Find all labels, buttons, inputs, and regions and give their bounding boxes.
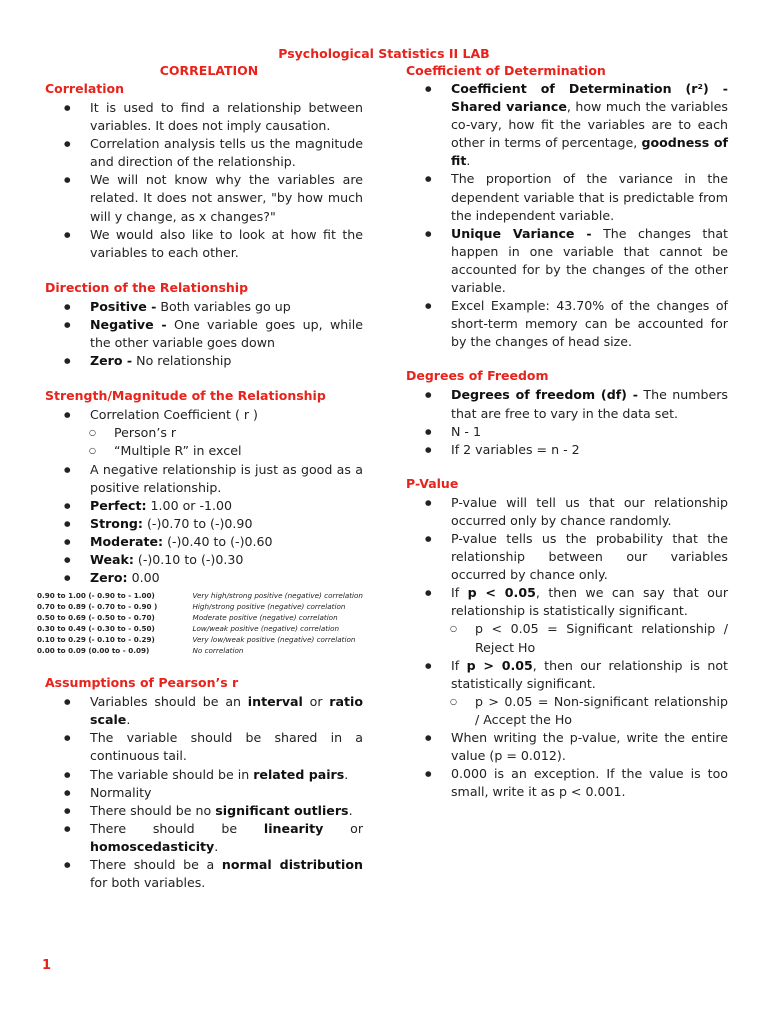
list-item: ● The proportion of the variance in the dependent variable that is predictable from the independent variable. [406,170,728,224]
strength-heading: Strength/Magnitude of the Relationship [45,388,326,404]
list-item: ● The variable should be shared in a continuous tail. [45,729,363,765]
list-item: ● Zero: 0.00 [45,569,363,587]
list-item: ● We will not know why the variables are related. It does not answer, "by how much will y change, as x changes?" [45,171,363,225]
list-item: ● There should be linearity or homoscedasticity. [45,820,363,856]
table-row: 0.10 to 0.29 (- 0.10 to - 0.29) Very low/weak positive (negative) correlation [37,635,356,645]
list-item: ● N - 1 [406,423,728,441]
list-item: ● Degrees of freedom (df) - The numbers that are free to vary in the data set. [406,386,728,422]
list-item: ● It is used to find a relationship between variables. It does not imply causation. [45,99,363,135]
list-item: ● Correlation Coefficient ( r ) [45,406,363,424]
sub-list-item: ○ Person’s r [45,424,363,442]
list-item: ● Zero - No relationship [45,352,363,370]
list-item: ● Excel Example: 43.70% of the changes of short-term memory can be accounted for by the changes of head size. [406,297,728,351]
list-item: ● Coefficient of Determination (r²) - Shared variance, how much the variables co-vary, how fit the variables are to each other in terms of percentage, goodness of fit. [406,80,728,170]
list-item: ● P-value will tell us that our relationship occurred only by chance randomly. [406,494,728,530]
correlation-column-heading: CORRELATION [159,63,259,78]
correlation-heading: Correlation [45,81,125,96]
list-item: ● When writing the p-value, write the entire value (p = 0.012). [406,729,728,765]
list-item: ● Weak: (-)0.10 to (-)0.30 [45,551,363,569]
sub-list-item: ○ p > 0.05 = Non-significant relationship / Accept the Ho [406,693,728,729]
table-row: 0.90 to 1.00 (- 0.90 to - 1.00) Very high/strong positive (negative) correlation [37,591,363,601]
list-item: ● Unique Variance - The changes that happen in one variable that cannot be accounted for by the changes of the other variable. [406,225,728,297]
table-row: 0.70 to 0.89 (- 0.70 to - 0.90 ) High/strong positive (negative) correlation [37,602,346,612]
direction-list [45,298,363,370]
document-title: Psychological Statistics II LAB [278,46,490,61]
correlation-list [45,99,363,262]
table-row: 0.50 to 0.69 (- 0.50 to - 0.70) Moderate positive (negative) correlation [37,613,338,623]
table-row: 0.30 to 0.49 (- 0.30 to - 0.50) Low/weak positive (negative) correlation [37,624,340,634]
direction-heading: Direction of the Relationship [45,279,249,295]
list-item: ● 0.000 is an exception. If the value is too small, write it as p < 0.001. [406,765,728,801]
strength-list [45,406,363,587]
right-column [406,62,728,801]
list-item: ● If p < 0.05, then we can say that our relationship is statistically significant. [406,584,728,620]
assumptions-list [45,693,363,892]
sub-list-item: ○ p < 0.05 = Significant relationship / Reject Ho [406,620,728,656]
left-column [37,62,364,892]
list-item: ● Variables should be an interval or ratio scale. [45,693,363,729]
pvalue-list [406,494,728,802]
dof-list [406,386,728,458]
list-item: ● Positive - Both variables go up [45,298,363,316]
list-item: ● Normality [45,784,363,802]
table-row: 0.00 to 0.09 (0.00 to - 0.09) No correlation [37,646,244,656]
list-item: ● Negative - One variable goes up, while the other variable goes down [45,316,363,352]
list-item: ● Perfect: 1.00 or -1.00 [45,497,363,515]
sub-list-item: ○ “Multiple R” in excel [45,442,363,460]
list-item: ● A negative relationship is just as good as a positive relationship. [45,461,363,497]
page-number: 1 [42,958,52,973]
list-item: ● There should be a normal distribution for both variables. [45,856,363,892]
list-item: ● If 2 variables = n - 2 [406,441,728,459]
list-item: ● There should be no significant outliers. [45,802,363,820]
list-item: ● We would also like to look at how fit the variables to each other. [45,226,363,262]
pvalue-heading: P-Value [406,475,459,491]
dof-heading: Degrees of Freedom [406,368,549,384]
determination-heading: Coefficient of Determination [406,63,606,78]
list-item: ● Correlation analysis tells us the magnitude and direction of the relationship. [45,135,363,171]
list-item: ● Moderate: (-)0.40 to (-)0.60 [45,533,363,551]
correlation-range-table [37,590,363,656]
list-item: ● The variable should be in related pairs. [45,766,363,784]
list-item: ● P-value tells us the probability that the relationship between our variables occurred by chance only. [406,530,728,584]
determination-list [406,80,728,351]
list-item: ● Strong: (-)0.70 to (-)0.90 [45,515,363,533]
assumptions-heading: Assumptions of Pearson’s r [45,675,239,691]
list-item: ● If p > 0.05, then our relationship is not statistically significant. [406,657,728,693]
